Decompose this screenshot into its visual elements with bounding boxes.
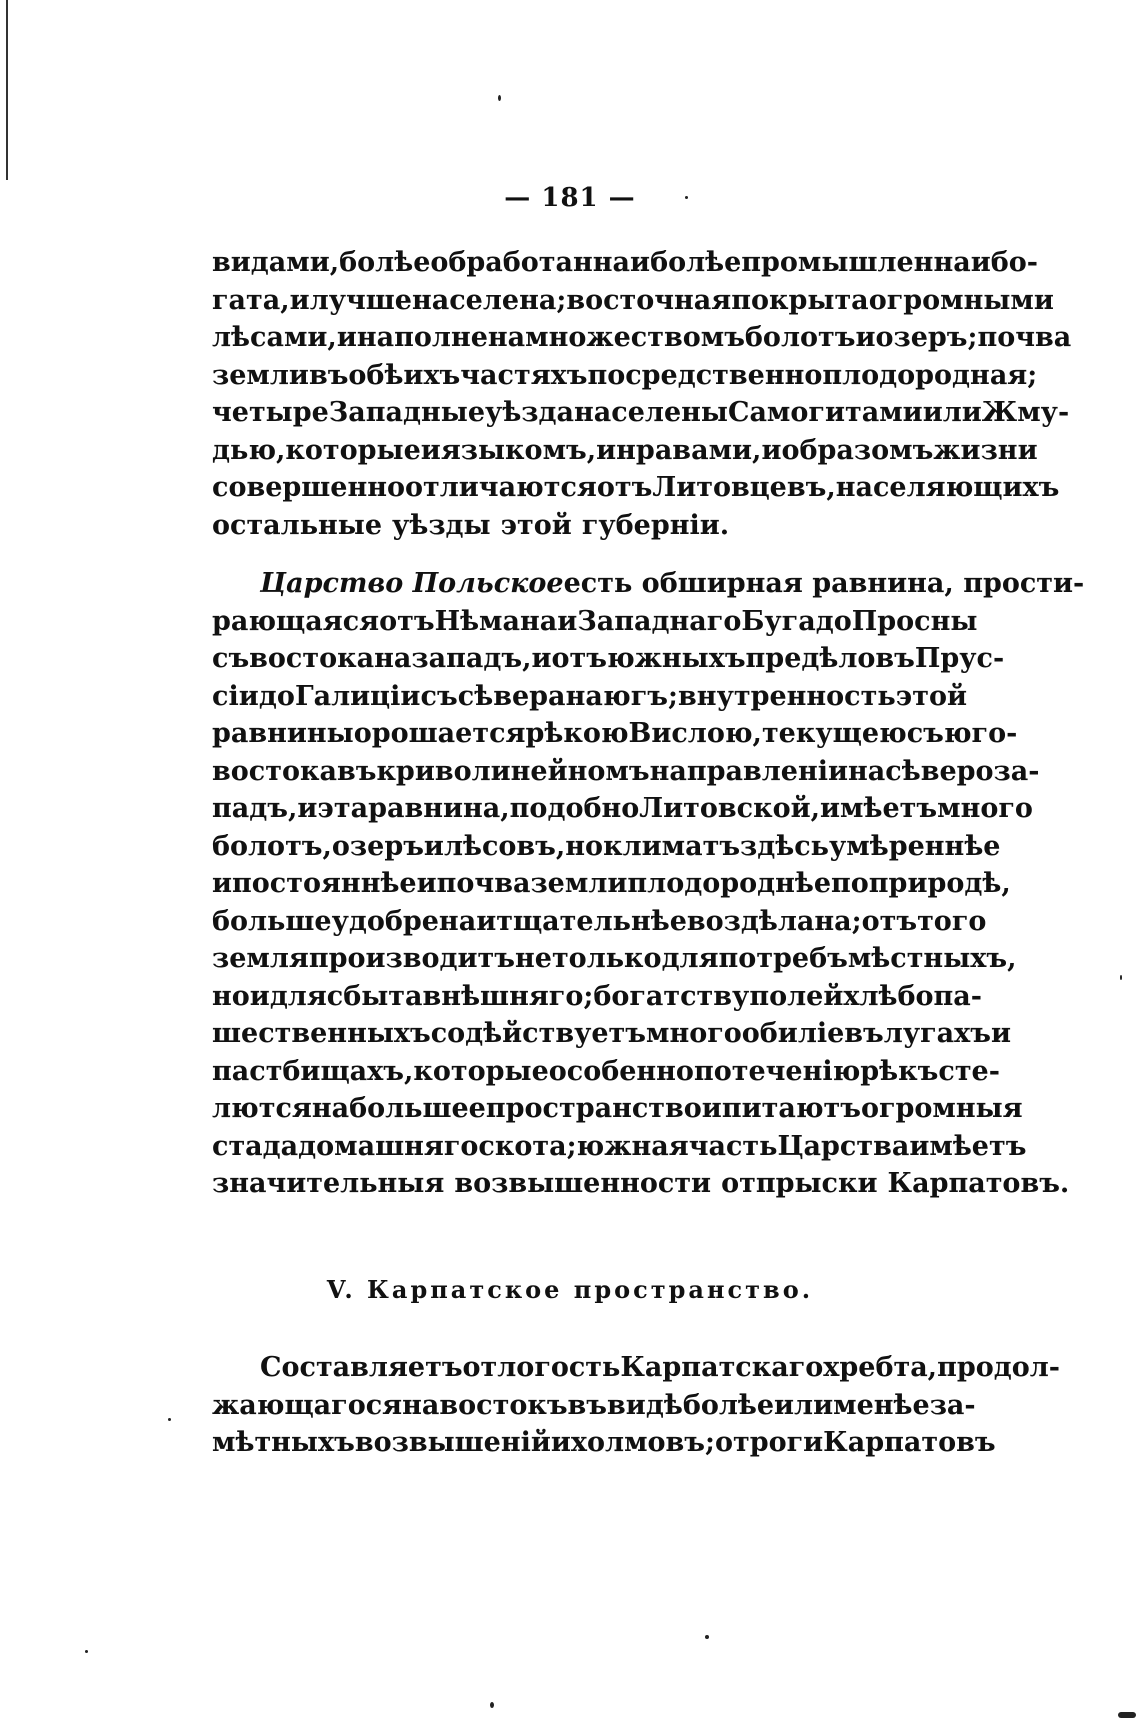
- word: имѣетъ: [909, 1130, 1027, 1162]
- paragraph-2: [212, 565, 1085, 1203]
- word: южная: [576, 1130, 689, 1162]
- word: внѣшняго;: [422, 980, 594, 1012]
- word: болотъ: [744, 322, 856, 353]
- word: возвышенности: [454, 1168, 712, 1199]
- word: земли: [530, 868, 628, 899]
- word: по: [831, 868, 869, 899]
- word: и: [336, 322, 357, 353]
- word: и: [550, 1427, 571, 1458]
- paragraph-line: [212, 978, 982, 1016]
- word: южныхъ: [606, 643, 746, 674]
- paragraph-line: [212, 1165, 1070, 1203]
- word: отличаются: [405, 472, 597, 503]
- word: Литовцевъ,: [652, 472, 836, 503]
- word: мѣтныхъ: [212, 1427, 355, 1458]
- word: плодороднѣе: [627, 868, 832, 899]
- word: и: [416, 868, 437, 899]
- word: на: [848, 755, 886, 787]
- scan-speck: [168, 1418, 171, 1421]
- paragraph-line: [212, 790, 1033, 828]
- word: для: [269, 980, 327, 1012]
- paragraph-line: [212, 1387, 976, 1425]
- word: Просны: [851, 605, 978, 637]
- word: почва: [436, 868, 531, 899]
- scan-speck: [685, 196, 688, 199]
- word: и: [761, 434, 782, 466]
- word: лѣсами,: [212, 322, 337, 353]
- word: Литовской,: [639, 793, 821, 824]
- word: жающагося: [212, 1389, 403, 1421]
- word: жизни: [933, 434, 1038, 466]
- word: восточная: [566, 284, 732, 316]
- word: но: [212, 980, 250, 1012]
- word: рѣкою: [525, 718, 629, 749]
- paragraph-line: [212, 357, 1038, 395]
- word: и: [630, 247, 651, 278]
- word: востока: [249, 643, 375, 674]
- word: до: [815, 605, 852, 637]
- word: этой: [500, 509, 572, 541]
- word: промышленна: [741, 247, 971, 278]
- scan-speck: [1118, 1712, 1136, 1718]
- word: Вислою,: [628, 718, 762, 749]
- word: отъ: [596, 472, 653, 503]
- word: до: [258, 680, 295, 712]
- word: и: [855, 322, 876, 353]
- word: которые: [285, 434, 421, 466]
- word: Самогитами: [727, 397, 923, 428]
- word: но: [565, 830, 604, 862]
- word: и: [212, 868, 233, 899]
- word: съ: [420, 680, 458, 712]
- word: Карпатскаго: [620, 1352, 824, 1383]
- word: возвышеній: [354, 1427, 551, 1458]
- word: климатъ: [603, 830, 741, 862]
- word: сіи: [212, 680, 259, 712]
- word: тщательнѣе: [496, 905, 687, 937]
- word: множествомъ: [525, 322, 745, 353]
- paragraph-line: [212, 244, 1038, 282]
- word: на: [311, 1093, 350, 1124]
- paragraph-line: [212, 678, 967, 716]
- word: для: [661, 943, 719, 974]
- italic-term: Царство Польское: [260, 568, 564, 599]
- word: и: [990, 1018, 1011, 1049]
- word: отъ: [379, 605, 435, 637]
- word: часть: [688, 1130, 778, 1162]
- word: болѣе: [339, 247, 431, 278]
- word: востокъ: [439, 1389, 568, 1421]
- word: внутренность: [678, 680, 896, 712]
- word: больше: [212, 905, 332, 937]
- word: хребта,: [823, 1352, 938, 1383]
- word: рающаяся: [212, 605, 380, 637]
- word: лются: [212, 1093, 312, 1124]
- word: на: [374, 643, 412, 674]
- page-number: — 181 —: [504, 183, 636, 213]
- word: имѣетъ: [820, 793, 938, 824]
- word: Царства: [777, 1130, 910, 1162]
- word: языкомъ,: [440, 434, 597, 466]
- word: постояннѣе: [232, 868, 417, 899]
- word: въ: [844, 1018, 884, 1049]
- scan-speck: [85, 1650, 88, 1653]
- word: или: [774, 1389, 834, 1421]
- word: въ: [336, 755, 377, 787]
- word: болѣе: [682, 1389, 775, 1421]
- word: мѣстныхъ,: [847, 943, 1017, 974]
- word: почва: [977, 322, 1072, 353]
- word: много: [937, 793, 1033, 824]
- word: природѣ,: [868, 868, 1011, 899]
- word: орошается: [353, 718, 526, 749]
- word: обработанна: [430, 247, 631, 278]
- word: или: [922, 397, 982, 428]
- word: и: [596, 434, 617, 466]
- word: скота;: [478, 1130, 577, 1162]
- paragraph-line: [212, 715, 1018, 753]
- word: Карпатовъ.: [887, 1168, 1070, 1199]
- word: Жму-: [981, 397, 1070, 428]
- word: равнина,: [368, 793, 510, 824]
- word: сѣвероза-: [885, 755, 1040, 787]
- word: по: [693, 1055, 732, 1087]
- section-heading: V. Карпатское пространство.: [326, 1275, 814, 1304]
- word: и: [701, 1093, 722, 1124]
- word: огромныя: [860, 1093, 1023, 1124]
- word: болѣе: [650, 247, 742, 278]
- word: нравами,: [616, 434, 762, 466]
- word: уѣзды: [392, 509, 491, 541]
- word: плодородная;: [822, 359, 1038, 391]
- scan-speck: [705, 1635, 709, 1639]
- word: населена;: [411, 284, 567, 316]
- paragraph-line: [212, 903, 987, 941]
- scan-edge-rule: [6, 0, 8, 180]
- word: западъ,: [411, 643, 532, 674]
- word: полей: [749, 980, 844, 1012]
- word: стада: [212, 1130, 299, 1162]
- word: посредственно: [587, 359, 823, 391]
- word: сте-: [938, 1055, 1000, 1087]
- word: Западные: [328, 397, 486, 428]
- word: огромными: [868, 284, 1054, 316]
- word: образомъ: [781, 434, 934, 466]
- word: отъ: [551, 643, 607, 674]
- paragraph-line: [212, 1128, 1027, 1166]
- paragraph-line: [212, 940, 1017, 978]
- word: падъ,: [212, 793, 298, 824]
- word: покрыта: [731, 284, 869, 316]
- word: остальные: [212, 509, 383, 541]
- paragraph-line: [212, 394, 1070, 432]
- word: и: [476, 905, 497, 937]
- word: лугахъ: [883, 1018, 991, 1049]
- word: бо-: [990, 247, 1038, 278]
- word: богатству: [593, 980, 750, 1012]
- word: гата,: [212, 284, 290, 316]
- word: Буга: [741, 605, 816, 637]
- word: рѣкъ: [860, 1055, 939, 1087]
- word: текущею: [761, 718, 907, 749]
- word: этой: [895, 680, 967, 712]
- word: на: [402, 1389, 440, 1421]
- word: на: [565, 680, 603, 712]
- paragraph-line: [212, 432, 1038, 470]
- paragraph-line: [212, 1349, 1060, 1387]
- word: умѣреннѣе: [829, 830, 1001, 862]
- word: лучше: [309, 284, 412, 316]
- paragraph-line: [212, 865, 1011, 903]
- word: обиліе: [741, 1018, 845, 1049]
- word: хлѣбопа-: [843, 980, 982, 1012]
- word: востока: [212, 755, 337, 787]
- word: населены: [574, 397, 728, 428]
- word: дью,: [212, 434, 286, 466]
- word: которые: [413, 1055, 549, 1087]
- word: удобрена: [331, 905, 477, 937]
- word: юго-: [943, 718, 1018, 749]
- word: наполнена: [356, 322, 526, 353]
- word: того: [917, 905, 987, 937]
- word: теченію: [731, 1055, 861, 1087]
- word: и: [420, 434, 441, 466]
- paragraph-line: [212, 1015, 1011, 1053]
- word: земля: [212, 943, 309, 974]
- word: отъ: [861, 905, 918, 937]
- word: холмовъ;: [570, 1427, 715, 1458]
- word: и: [423, 830, 444, 862]
- word: Прус-: [914, 643, 1005, 674]
- word: не: [515, 943, 552, 974]
- word: криволинейномъ: [376, 755, 650, 787]
- word: Нѣмана: [434, 605, 558, 637]
- word: въ: [308, 359, 349, 391]
- paragraph-line: [212, 1053, 1000, 1091]
- word: домашняго: [298, 1130, 479, 1162]
- word: видами,: [212, 247, 340, 278]
- paragraph-line: [212, 1424, 996, 1462]
- word: озеръ;: [875, 322, 978, 353]
- word: сбыта: [326, 980, 423, 1012]
- scan-speck: [1120, 975, 1122, 980]
- word: пространство: [485, 1093, 702, 1124]
- word: воздѣлана;: [686, 905, 862, 937]
- paragraph-line: [212, 828, 1001, 866]
- word: лѣсовъ,: [443, 830, 566, 862]
- line-text: есть обширная равнина, прости-: [563, 568, 1085, 599]
- word: и: [970, 247, 991, 278]
- word: съ: [212, 643, 250, 674]
- word: отроги: [714, 1427, 824, 1458]
- word: Составляетъ: [260, 1352, 463, 1383]
- paragraph-line: [212, 1090, 1023, 1128]
- word: подобно: [509, 793, 640, 824]
- word: предѣловъ: [745, 643, 915, 674]
- word: видѣ: [607, 1389, 683, 1421]
- word: и: [531, 643, 552, 674]
- word: населяющихъ: [835, 472, 1060, 503]
- word: частяхъ: [460, 359, 588, 391]
- word: большее: [349, 1093, 486, 1124]
- word: потребъ: [718, 943, 848, 974]
- word: производитъ: [308, 943, 515, 974]
- word: сѣвера: [457, 680, 566, 712]
- paragraph-line: [212, 565, 1085, 603]
- word: только: [551, 943, 662, 974]
- word: равнины: [212, 718, 354, 749]
- paragraph-line: [212, 640, 1005, 678]
- paragraph-line: [212, 282, 1054, 320]
- word: югъ;: [603, 680, 678, 712]
- paragraph-1: [212, 244, 1072, 544]
- word: за-: [929, 1389, 976, 1421]
- word: съ: [906, 718, 944, 749]
- word: продол-: [937, 1352, 1060, 1383]
- word: содѣйствуетъ: [430, 1018, 646, 1049]
- word: и: [557, 605, 578, 637]
- word: болотъ,: [212, 830, 332, 862]
- word: эта: [317, 793, 369, 824]
- word: и: [297, 793, 318, 824]
- word: пастбищахъ,: [212, 1055, 414, 1087]
- paragraph-line: [212, 753, 1040, 791]
- word: обѣихъ: [348, 359, 461, 391]
- word: направленіи: [649, 755, 848, 787]
- word: четыре: [212, 397, 329, 428]
- paragraph-line: [212, 507, 967, 545]
- word: менѣе: [833, 1389, 930, 1421]
- word: питаютъ: [721, 1093, 861, 1124]
- scan-speck: [490, 1702, 494, 1708]
- scan-speck: [498, 95, 501, 101]
- word: уѣзда: [485, 397, 575, 428]
- word: губерніи.: [581, 509, 730, 541]
- word: въ: [567, 1389, 608, 1421]
- word: земли: [212, 359, 309, 391]
- word: шественныхъ: [212, 1018, 431, 1049]
- paragraph-line: [212, 469, 1060, 507]
- word: отлогость: [462, 1352, 621, 1383]
- word: Карпатовъ: [823, 1427, 996, 1458]
- paragraph-line: [212, 603, 978, 641]
- word: значительныя: [212, 1168, 445, 1199]
- word: здѣсь: [740, 830, 830, 862]
- paragraph-line: [212, 319, 1072, 357]
- word: Западнаго: [577, 605, 742, 637]
- word: совершенно: [212, 472, 405, 503]
- word: и: [289, 284, 310, 316]
- word: озеръ: [331, 830, 424, 862]
- word: особенно: [548, 1055, 694, 1087]
- paragraph-3: [212, 1349, 1060, 1462]
- word: отпрыски: [721, 1168, 878, 1199]
- word: и: [249, 980, 270, 1012]
- word: Галиціи: [294, 680, 421, 712]
- word: много: [646, 1018, 742, 1049]
